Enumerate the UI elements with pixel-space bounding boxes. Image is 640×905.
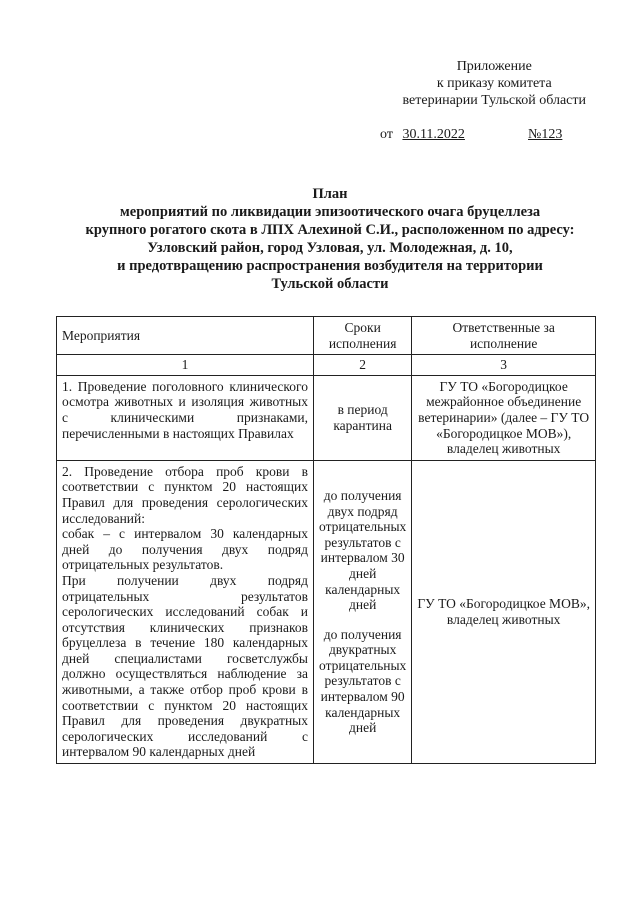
title-line-1: План: [312, 186, 348, 202]
title-line-4: Узловский район, город Узловая, ул. Молодежная, д. 10,: [147, 240, 513, 256]
annex-line-2: к приказу комитета: [436, 76, 552, 91]
title-line-5: и предотвращению распространения возбудителя на территории: [117, 258, 543, 274]
order-number: №123: [528, 127, 563, 142]
row-1-activity: [57, 375, 314, 460]
column-number-1: 1: [57, 355, 314, 376]
activities-table: [56, 316, 596, 764]
order-date: 30.11.2022: [402, 127, 465, 142]
annex-block: [403, 58, 586, 109]
row-2-activity: [57, 460, 314, 763]
column-number-2: 2: [314, 355, 412, 376]
column-number-row: [57, 355, 596, 376]
header-responsible: Ответственные за исполнение: [412, 317, 596, 355]
table-row: [57, 460, 596, 763]
row-2-terms-2: до получения двукратных отрицательных результатов с интервалом 90 календарных дней: [319, 626, 407, 736]
order-line: [380, 127, 563, 143]
row-1-terms: [314, 375, 412, 460]
order-from-label: от: [380, 127, 393, 142]
title-line-3: крупного рогатого скота в ЛПХ Алехиной С.И., расположенном по адресу:: [85, 222, 575, 238]
row-2-terms-1: до получения двух подряд отрицательных результатов с интервалом 30 дней календарных дней: [319, 487, 407, 613]
table-row: [57, 375, 596, 460]
annex-line-3: ветеринарии Тульской области: [402, 93, 586, 108]
row-1-terms-text: в период карантина: [333, 402, 392, 433]
annex-line-1: Приложение: [456, 59, 532, 74]
row-2-responsible: ГУ ТО «Богородицкое МОВ», владелец животных: [412, 460, 596, 763]
header-activities: Мероприятия: [57, 317, 314, 355]
row-1-responsible: ГУ ТО «Богородицкое межрайонное объединение ветеринарии» (далее – ГУ ТО «Богородицкое МОВ»), владелец животных: [412, 375, 596, 460]
row-2-activity-para-3: При получении двух подряд отрицательных результатов серологических исследований собак и отсутствия клинических признаков бруцеллеза в течение 180 календарных дней специалистами госветслужбы должно осуществляться наблюдение за животными, а также отбор проб крови в соответствии с пунктом 20 настоящих Правил для проведения двукратных серологических исследований с интервалом 90 календарных дней: [62, 572, 308, 760]
row-2-activity-para-2: собак – с интервалом 30 календарных дней до получения двух подряд отрицательных результатов.: [62, 526, 308, 573]
header-terms: Сроки исполнения: [314, 317, 412, 355]
row-1-activity-text: 1. Проведение поголовного клинического осмотра животных и изоляция животных с клиническими признаками, перечисленными в настоящих Правилах: [62, 378, 308, 441]
column-number-3: 3: [412, 355, 596, 376]
table-header-row: [57, 317, 596, 355]
document-title: [60, 185, 600, 293]
title-line-6: Тульской области: [271, 276, 389, 292]
row-2-terms: [314, 460, 412, 763]
title-line-2: мероприятий по ликвидации эпизоотического очага бруцеллеза: [119, 204, 541, 220]
row-2-activity-para-1: 2. Проведение отбора проб крови в соответствии с пунктом 20 настоящих Правил для проведения серологических исследований:: [62, 463, 308, 526]
